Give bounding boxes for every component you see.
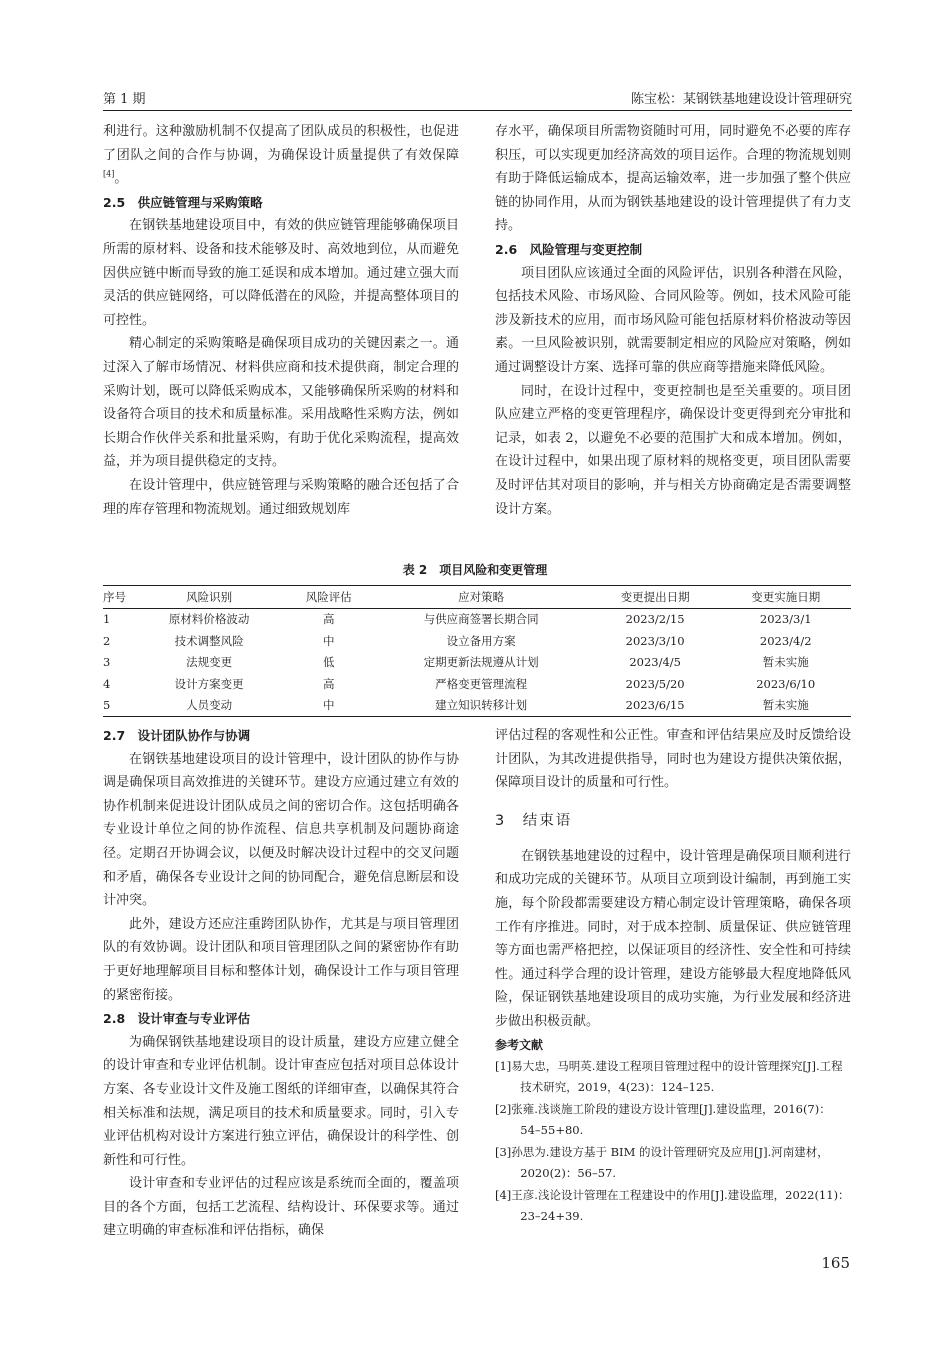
table-cell: 低 — [323, 655, 335, 670]
column-header: 风险识别 — [186, 589, 233, 604]
table-cell: 中 — [323, 633, 335, 648]
table-cell: 2023/4/2 — [759, 633, 812, 648]
table-cell: 3 — [103, 655, 111, 670]
table-cell: 人员变动 — [186, 698, 233, 713]
table-cell: 2023/5/20 — [625, 676, 685, 691]
lower-right-column — [495, 724, 851, 1228]
upper-left-column — [103, 120, 459, 521]
paragraph: 在钢铁基地建设的过程中，设计管理是确保项目顺利进行和成功完成的关键环节。从项目立项到设计编制，再到施工实施，每个阶段都需要建设方精心制定设计管理策略，确保各项工作有序推进。同时，对于成本控制、质量保证、供应链管理等方面也需严格把控，以保证项目的经济性、安全性和可持续性。通过科学合理的设计管理，建设方能够最大程度地降低风险，保证钢铁基地建设项目的成功实施，为行业发展和经济进步做出积极贡献。 — [495, 848, 851, 1029]
table-cell: 设计方案变更 — [174, 676, 244, 691]
table-row — [103, 608, 851, 630]
citation: [4] — [103, 169, 115, 179]
table-cell: 2023/3/1 — [759, 612, 812, 627]
column-header: 风险评估 — [305, 589, 352, 604]
table-cell: 4 — [103, 676, 111, 691]
table-cell: 定期更新法规遵从计划 — [423, 655, 539, 670]
column-header: 变更实施日期 — [751, 589, 821, 604]
table-cell: 2023/3/10 — [625, 633, 685, 648]
column-header: 序号 — [103, 589, 126, 604]
paragraph: 精心制定的采购策略是确保项目成功的关键因素之一。通过深入了解市场情况、材料供应商和技术提供商，制定合理的采购计划，既可以降低采购成本，又能够确保所采购的材料和设备符合项目的技术和质量标准。采用战略性采购方法，例如长期合作伙伴关系和批量采购，有助于优化采购流程，提高效益，并为项目提供稳定的支持。 — [103, 336, 459, 470]
section-heading-2-8: 2.8 设计审查与专业评估 — [103, 1011, 251, 1027]
table-cell: 设立备用方案 — [446, 633, 516, 648]
table-row — [103, 630, 851, 652]
table-cell: 暂未实施 — [762, 655, 809, 670]
table-cell: 高 — [323, 612, 335, 627]
table-row — [103, 652, 851, 674]
section-heading-3: 3 结束语 — [495, 812, 573, 829]
column-header: 变更提出日期 — [620, 589, 690, 604]
table-cell: 建立知识转移计划 — [435, 698, 528, 713]
references-heading: 参考文献 — [495, 1037, 544, 1052]
paragraph: 设计审查和专业评估的过程应该是系统而全面的，覆盖项目的各个方面，包括工艺流程、结构设计、环保要求等。通过建立明确的审查标准和评估指标，确保 — [103, 1176, 459, 1239]
table-cell: 原材料价格波动 — [168, 612, 250, 627]
article-running-title: 陈宝松：某钢铁基地建设设计管理研究 — [630, 92, 852, 107]
section-heading-2-7: 2.7 设计团队协作与协调 — [103, 728, 251, 743]
table-header-row — [103, 586, 851, 609]
table-cell: 技术调整风险 — [174, 633, 244, 648]
reference-item: [1]易大忠，马明英.建设工程项目管理过程中的设计管理探究[J].工程技术研究，2019，4(23)：124–125. — [495, 1058, 843, 1095]
table-cell: 2023/2/15 — [625, 612, 685, 627]
paragraph: 存水平，确保项目所需物资随时可用，同时避免不必要的库存积压，可以实现更加经济高效的项目运作。合理的物流规划则有助于降低运输成本，提高运输效率，进一步加强了整个供应链的协同作用，从而为钢铁基地建设的设计管理提供了有力支持。 — [495, 124, 851, 234]
page-number: 165 — [821, 1254, 850, 1272]
paragraph: 在设计管理中，供应链管理与采购策略的融合还包括了合理的库存管理和物流规划。通过细致规划库 — [103, 477, 459, 517]
paragraph: 评估过程的客观性和公正性。审查和评估结果应及时反馈给设计团队，为其改进提供指导，同时也为建设方提供决策依据，保障项目设计的质量和可行性。 — [495, 728, 851, 791]
table-cell: 与供应商签署长期合同 — [423, 612, 539, 627]
table-cell: 严格变更管理流程 — [435, 676, 528, 691]
table-row — [103, 695, 851, 717]
paragraph: 同时，在设计过程中，变更控制也是至关重要的。项目团队应建立严格的变更管理程序，确保设计变更得到充分审批和记录，如表 2，以避免不必要的范围扩大和成本增加。例如，在设计过程中，如果出现了原材料的规格变更，项目团队需要及时评估其对项目的影响，并与相关方协商确定是否需要调整设计方案。 — [495, 383, 851, 517]
reference-item: [4]王彦.浅论设计管理在工程建设中的作用[J].建设监理，2022(11)：23–24+39. — [495, 1187, 850, 1224]
table-cell: 5 — [103, 698, 111, 713]
table-cell: 暂未实施 — [762, 698, 809, 713]
paragraph: 利进行。这种激励机制不仅提高了团队成员的积极性，也促进了团队之间的合作与协调，为确保设计质量提供了有效保障[4]。 — [103, 124, 459, 187]
table-cell: 中 — [323, 698, 335, 713]
table-cell: 1 — [103, 612, 111, 627]
table-cell: 2023/6/15 — [625, 698, 685, 713]
section-heading-2-5: 2.5 供应链管理与采购策略 — [103, 194, 263, 210]
risk-change-table — [103, 585, 851, 717]
reference-item: [2]张雍.浅谈施工阶段的建设方设计管理[J].建设监理，2016(7)：54–55+80. — [495, 1101, 831, 1138]
lower-left-column — [103, 724, 459, 1243]
paragraph: 在钢铁基地建设项目中，有效的供应链管理能够确保项目所需的原材料、设备和技术能够及时、高效地到位，从而避免因供应链中断而导致的施工延误和成本增加。通过建立强大而灵活的供应链网络，可以降低潜在的风险，并提高整体项目的可控性。 — [103, 218, 459, 328]
table-row — [103, 673, 851, 695]
paragraph: 在钢铁基地建设项目的设计管理中，设计团队的协作与协调是确保项目高效推进的关键环节。建设方应通过建立有效的协作机制来促进设计团队成员之间的密切合作。这包括明确各专业设计单位之间的协作流程、信息共享机制及问题协商途径。定期召开协调会议，以便及时解决设计过程中的交叉问题和矛盾，确保各专业设计之间的协同配合，避免信息断层和设计冲突。 — [103, 751, 459, 909]
column-header: 应对策略 — [458, 589, 505, 604]
running-header — [103, 86, 852, 111]
upper-right-column — [495, 120, 851, 521]
table-caption: 表 2 项目风险和变更管理 — [402, 563, 548, 577]
table-cell: 2023/4/5 — [629, 655, 681, 670]
paragraph: 此外，建设方还应注重跨团队协作，尤其是与项目管理团队的有效协调。设计团队和项目管理团队之间的紧密协作有助于更好地理解项目目标和整体计划，确保设计工作与项目管理的紧密衔接。 — [103, 916, 459, 1003]
section-heading-2-6: 2.6 风险管理与变更控制 — [495, 241, 643, 257]
paragraph: 项目团队应该通过全面的风险评估，识别各种潜在风险，包括技术风险、市场风险、合同风险等。例如，技术风险可能涉及新技术的应用，而市场风险可能包括原材料价格波动等因素。一旦风险被识别，就需要制定相应的风险应对策略，例如通过调整设计方案、选择可靠的供应商等措施来降低风险。 — [495, 265, 851, 375]
issue-label: 第 1 期 — [103, 92, 146, 107]
reference-item: [3]孙思为.建设方基于 BIM 的设计管理研究及应用[J].河南建材，2020(2)：56–57. — [495, 1144, 829, 1181]
table-cell: 法规变更 — [186, 655, 233, 670]
paragraph: 为确保钢铁基地建设项目的设计质量，建设方应建立健全的设计审查和专业评估机制。设计审查应包括对项目总体设计方案、各专业设计文件及施工图纸的详细审查，以确保其符合相关标准和法规，满足项目的技术和质量要求。同时，引入专业评估机构对设计方案进行独立评估，确保设计的科学性、创新性和可行性。 — [103, 1034, 459, 1168]
table-cell: 高 — [323, 676, 335, 691]
table-cell: 2023/6/10 — [756, 676, 816, 691]
table-cell: 2 — [103, 633, 111, 648]
